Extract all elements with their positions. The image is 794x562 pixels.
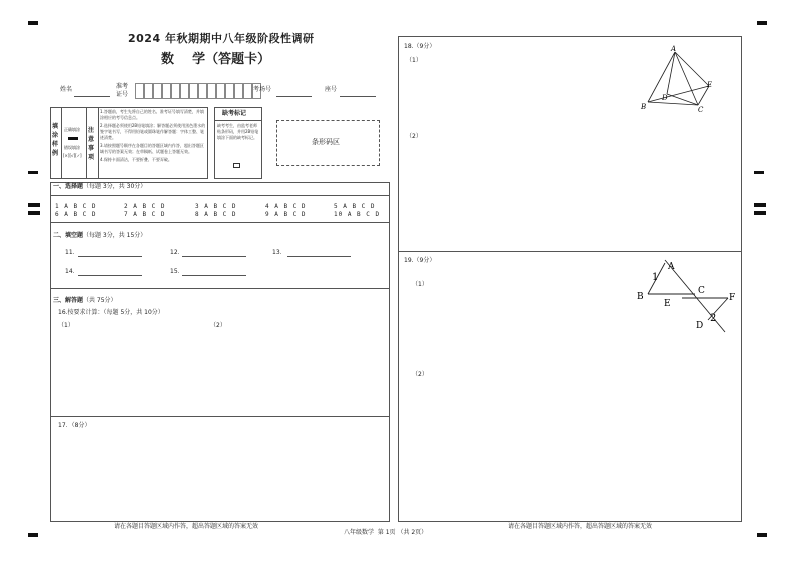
registration-mark-left-2 [28,203,40,207]
footer-warning-right: 请在各题目答题区域内作答，超出答题区域的答案无效 [508,523,653,530]
q18-label-B: B [641,103,647,111]
q18-label-C: C [698,106,704,114]
absence-title: 缺考标记 [222,110,247,117]
blank-15-field[interactable] [182,275,246,276]
q19-label-B: B [637,292,644,302]
q19-label-F: F [729,293,736,303]
choice-question-1[interactable]: 1 A B C D [55,203,97,210]
note-item: 4.保持卡面清洁，不要折叠、不要弄破。 [100,157,172,162]
q18-part1: （1） [406,57,422,64]
notes-label: 注意事项 [88,127,95,161]
q19-label-A: A [668,262,675,272]
note-item: 2.选择题必须使用2B铅笔填涂；解答题必须使用黑色墨水的签字笔书写，不得用铅笔或圆珠笔作解答题：字体工整、笔迹清楚。 [100,123,206,140]
q19-part2: （2） [412,371,428,378]
footer-page-info: 八年级数学 第 1页 （共 2页） [344,529,428,536]
registration-mark-bottom-right [757,533,767,537]
choice-question-10[interactable]: 10 A B C D [334,211,381,218]
blank-15-label: 15． [170,268,184,275]
q18-label-A: A [671,45,677,53]
registration-mark-left-1 [28,171,38,174]
name-field[interactable] [74,96,110,97]
registration-mark-bottom-left [28,533,38,537]
absence-text: 缺考考生，由监考老师贴条形码，并用2B铅笔填涂下面的缺考标记。 [217,123,259,140]
q19-prompt: 19.（9分） [404,257,436,264]
wrong-fill-sample: [×][√][✓] [63,153,82,158]
registration-mark-right-1 [754,171,764,174]
blank-11-field[interactable] [78,256,142,257]
barcode-label: 条形码区 [312,138,340,146]
q16-part2: （2） [210,322,226,329]
choice-question-3[interactable]: 3 A B C D [195,203,237,210]
q18-label-D: D [662,94,668,102]
notes-list [100,109,206,163]
q18-part2: （2） [406,133,422,140]
exam-title: 2024 年秋期期中八年级阶段性调研 [128,32,315,45]
seat-field[interactable] [340,96,376,97]
choice-question-4[interactable]: 4 A B C D [265,203,307,210]
section1-heading: 一、选择题（每题 3分，共 30分） [53,183,147,190]
fill-sample-label: 填涂样例 [52,123,59,157]
footer-warning-left: 请在各题目答题区域内作答，超出答题区域的答案无效 [114,523,259,530]
q17-answer-area[interactable] [56,432,386,518]
q18-label-E: E [707,81,713,89]
choice-question-2[interactable]: 2 A B C D [124,203,166,210]
choice-question-7[interactable]: 7 A B C D [124,211,166,218]
exam-id-label: 准考 证号 [116,83,129,98]
note-item: 1.答题前，考生先将自己的姓名、准考证号填写清楚，并填涂相应的考号信息点。 [100,109,204,120]
absence-box [214,107,262,179]
q19-label-D: D [696,321,704,331]
blank-12-label: 12． [170,249,184,256]
name-label: 姓名 [60,86,73,93]
section2-heading: 二、填空题（每题 3分，共 15分） [53,232,147,239]
choice-question-9[interactable]: 9 A B C D [265,211,307,218]
seat-label: 座号 [325,86,338,93]
room-label: 考场号 [253,86,272,93]
registration-mark-top-left [28,21,38,25]
correct-fill-sample [68,137,78,140]
section3-heading: 三、解答题（共 75分） [53,297,117,304]
q18-prompt: 18.（9分） [404,43,436,50]
note-item: 3.请按照题号顺序在各题目的答题区域内作答，超出答题区域书写的答案无效；在草稿纸、试题卷上答题无效。 [100,143,204,154]
correct-fill-label: 正确填涂 [64,127,80,132]
blank-13-label: 13． [272,249,286,256]
q19-parallel-figure [632,256,742,336]
registration-mark-right-3 [754,211,766,215]
q19-label-C: C [698,286,705,296]
choice-question-6[interactable]: 6 A B C D [55,211,97,218]
q16-answer-area[interactable] [56,332,386,414]
q17-prompt: 17．（8分） [58,422,91,429]
q19-label-E: E [664,299,671,309]
blank-14-label: 14． [65,268,79,275]
blank-11-label: 11． [65,249,79,256]
blank-13-field[interactable] [287,256,351,257]
registration-mark-right-2 [754,203,766,207]
q16-part1: （1） [58,322,74,329]
q19-label-1: 1 [652,272,659,283]
wrong-fill-label: 错误填涂 [64,145,80,150]
q18-triangle-figure [640,46,720,116]
room-field[interactable] [276,96,312,97]
choice-question-8[interactable]: 8 A B C D [195,211,237,218]
q18-answer-area[interactable] [402,66,632,246]
exam-subtitle: 数 学（答题卡） [161,52,271,67]
absence-checkbox[interactable] [233,163,240,168]
choice-question-5[interactable]: 5 A B C D [334,203,376,210]
registration-mark-top-right [757,21,767,25]
q19-label-2: 2 [710,313,717,324]
q19-part1: （1） [412,281,428,288]
q16-prompt: 16.按要求计算：（每题 5分，共 10分） [58,309,164,316]
registration-mark-left-3 [28,211,40,215]
blank-14-field[interactable] [78,275,142,276]
blank-12-field[interactable] [182,256,246,257]
